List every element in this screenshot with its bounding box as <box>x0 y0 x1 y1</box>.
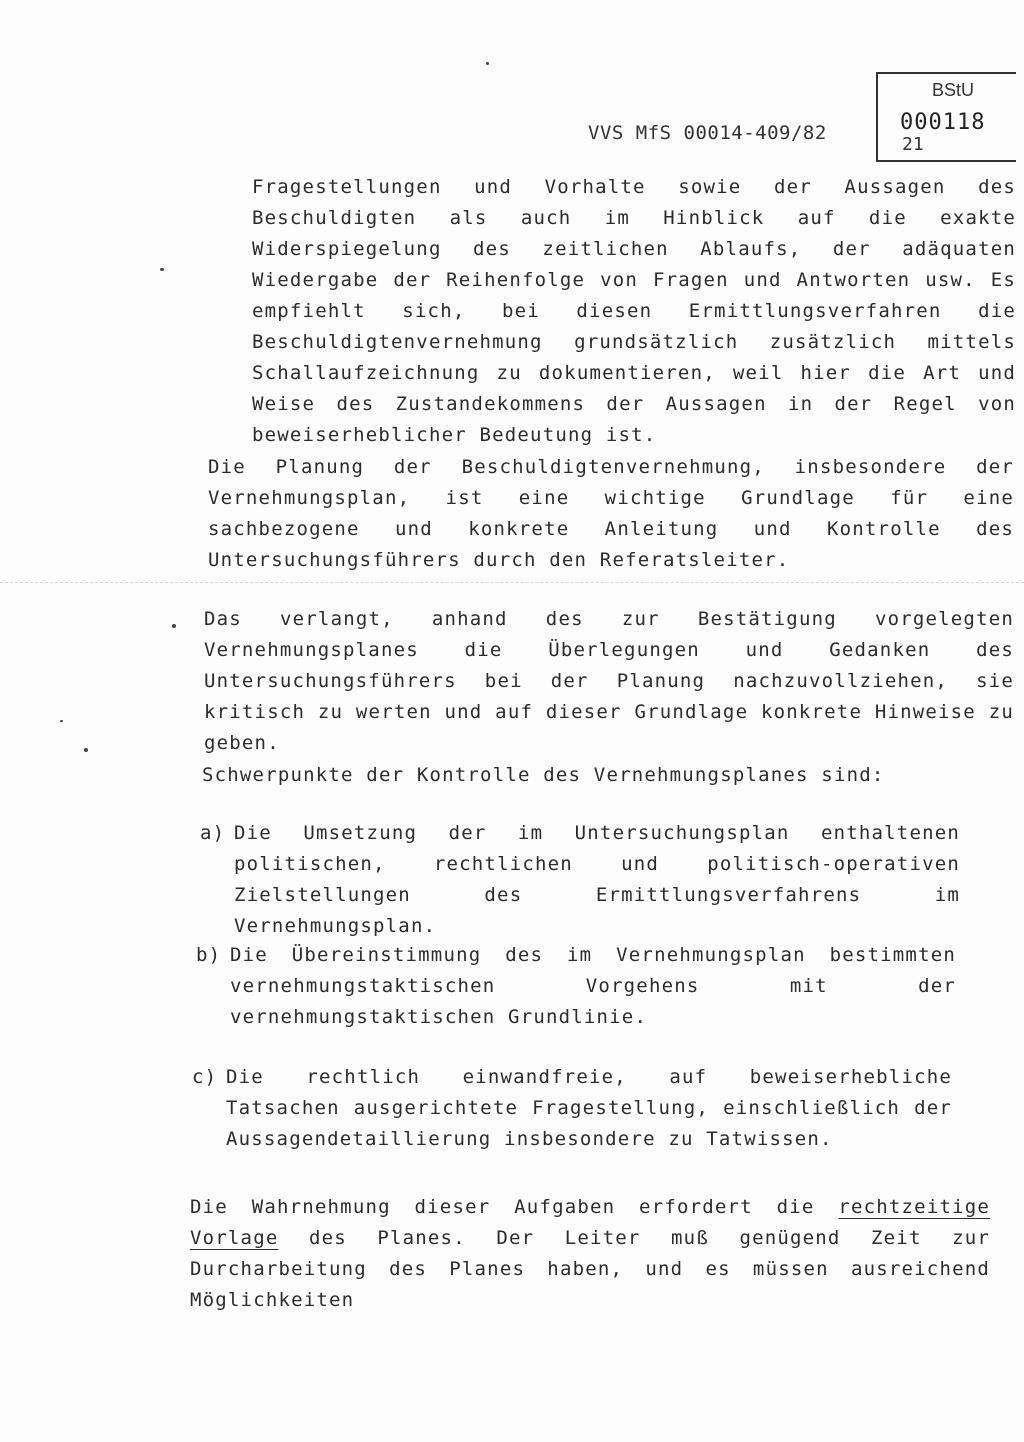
paragraph-4: Schwerpunkte der Kontrolle des Vernehmungsplanes sind: <box>202 764 885 786</box>
list-item-text: Die Umsetzung der im Untersuchungsplan enthaltenen politischen, rechtlichen und politisch-operativen Zielstellungen des Ermittlungsverfahrens im Vernehmungsplan. <box>234 822 960 937</box>
list-item <box>196 940 966 1040</box>
list-item-label: a) <box>200 822 226 844</box>
scan-speck <box>60 720 63 722</box>
fold-line <box>0 582 1024 583</box>
paragraph-5-start: Die Wahrnehmung dieser Aufgaben erfordert die <box>190 1196 839 1218</box>
scan-speck <box>486 62 489 65</box>
paragraph-5 <box>190 1192 990 1316</box>
list-item-text: Die rechtlich einwandfreie, auf beweiserhebliche Tatsachen ausgerichtete Fragestellung, einschließlich der Aussagendetaillierung insbesondere zu Tatwissen. <box>226 1066 952 1150</box>
paragraph-5-end: des Planes. Der Leiter muß genügend Zeit zur Durcharbeitung des Planes haben, und es müssen ausreichend Möglichkeiten <box>190 1227 990 1311</box>
paragraph-1: Fragestellungen und Vorhalte sowie der Aussagen des Beschuldigten als auch im Hinblick auf die exakte Widerspiegelung des zeitlichen Ablaufs, der adäquaten Wiedergabe der Reihenfolge von Fragen und Antworten usw. Es empfiehlt sich, bei diesen Ermittlungsverfahren die Beschuldigtenvernehmung grundsätzlich zusätzlich mittels Schallaufzeichnung zu dokumentieren, weil hier die Art und Weise des Zustandekommens der Aussagen in der Regel von beweiserheblicher Bedeutung ist. <box>252 176 1016 446</box>
list-item-label: b) <box>196 944 222 966</box>
list-item-text: Die Übereinstimmung des im Vernehmungsplan bestimmten vernehmungstaktischen Vorgehens mit der vernehmungstaktischen Grundlinie. <box>230 944 956 1028</box>
paragraph-3: Das verlangt, anhand des zur Bestätigung vorgelegten Vernehmungsplanes die Überlegungen und Gedanken des Untersuchungsführers bei der Planung nachzuvollziehen, sie kritisch zu werten und auf dieser Grundlage konkrete Hinweise zu geben. <box>204 608 1014 754</box>
scan-speck <box>160 268 164 271</box>
stamp-org: BStU <box>932 80 975 100</box>
stamp-number: 000118 <box>900 110 986 135</box>
scan-speck <box>172 624 176 628</box>
list-item <box>192 1062 962 1162</box>
page-number: 21 <box>902 134 924 155</box>
document-reference: VVS MfS 00014-409/82 <box>588 122 827 144</box>
list-item <box>200 818 970 937</box>
scan-speck <box>84 748 88 752</box>
list-item-label: c) <box>192 1066 218 1088</box>
underlined-phrase: rechtzeitige Vorlage <box>190 1196 990 1249</box>
archive-stamp <box>876 72 1016 162</box>
paragraph-2: Die Planung der Beschuldigtenvernehmung, insbesondere der Vernehmungsplan, ist eine wichtige Grundlage für eine sachbezogene und konkrete Anleitung und Kontrolle des Untersuchungsführers durch den Referatsleiter. <box>208 456 1014 571</box>
